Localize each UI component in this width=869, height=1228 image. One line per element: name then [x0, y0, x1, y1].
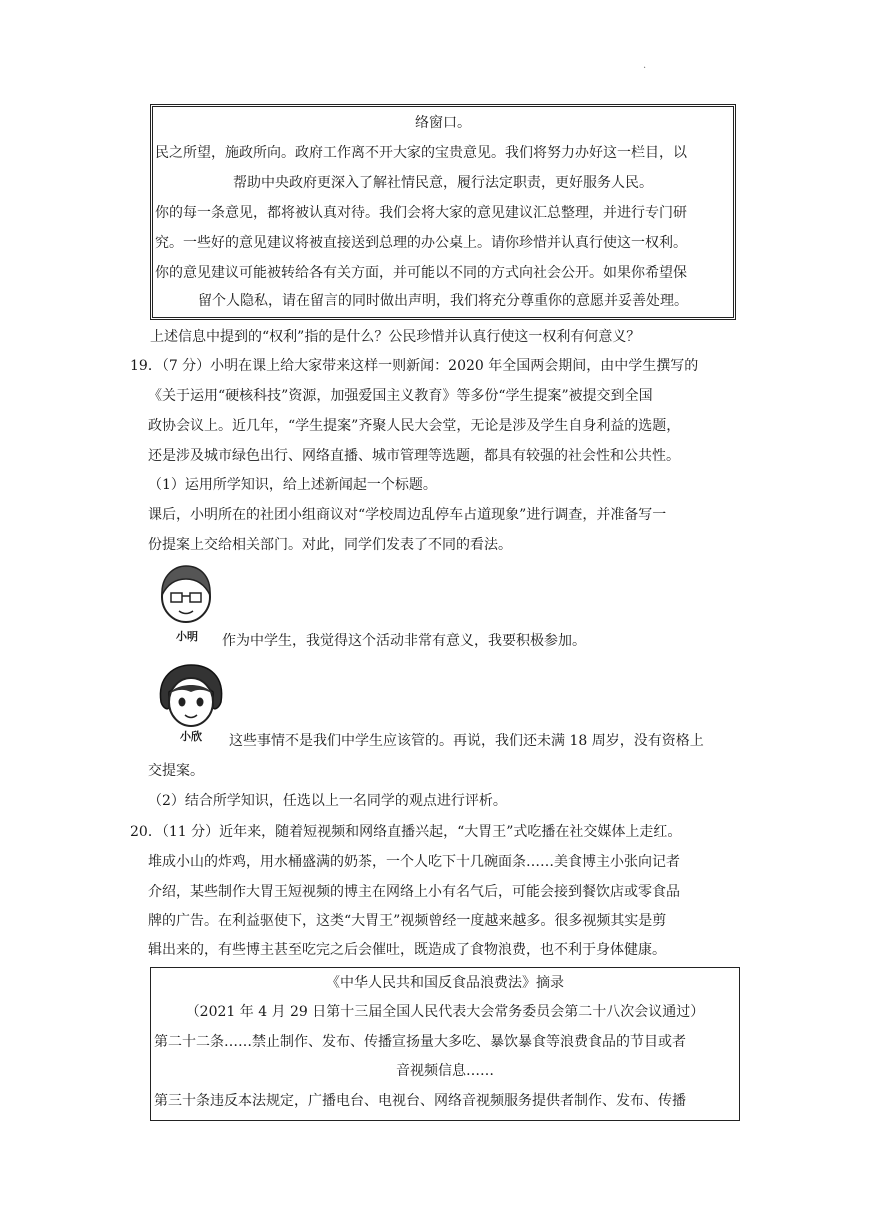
notice-line: 究。一些好的意见建议将被直接送到总理的办公桌上。请你珍惜并认真行使这一权利。 [155, 235, 687, 251]
q20-line: 辑出来的，有些博主甚至吃完之后会催吐，既造成了食物浪费，也不利于身体健康。 [148, 942, 666, 958]
notice-line: 民之所望，施政所向。政府工作离不开大家的宝贵意见。我们将努力办好这一栏目，以 [155, 145, 687, 161]
q19-line: 19．（7 分）小明在课上给大家带来这样一则新闻：2020 年全国两会期间，由中学生撰写的 [130, 358, 699, 374]
page-mark: . [643, 60, 647, 71]
q19-line: 政协会议上。近几年，“学生提案”齐聚人民大会堂，无论是涉及学生自身利益的选题， [148, 418, 681, 434]
notice-line: 络窗口。 [415, 115, 471, 131]
law-article: 第二十二条……禁止制作、发布、传播宣扬量大多吃、暴饮暴食等浪费食品的节目或者 [154, 1034, 686, 1050]
xiaoming-caption: 小明 [176, 630, 198, 643]
law-article: 音视频信息…… [396, 1063, 494, 1079]
xiaoming-speech: 作为中学生，我觉得这个活动非常有意义，我要积极参加。 [222, 633, 586, 649]
law-article: 第三十条违反本法规定，广播电台、电视台、网络音视频服务提供者制作、发布、传播 [154, 1093, 686, 1109]
notice-line: 你的意见建议可能被转给各有关方面，并可能以不同的方式向社会公开。如果你希望保 [155, 265, 687, 281]
q19-line: 《关于运用“硬核科技”资源，加强爱国主义教育》等多份“学生提案”被提交到全国 [148, 388, 653, 404]
xiaoxin-speech: 交提案。 [148, 763, 204, 779]
q20-line: 堆成小山的炸鸡，用水桶盛满的奶茶，一个人吃下十几碗面条……美食博主小张向记者 [148, 854, 680, 870]
xiaoxin-caption: 小欣 [180, 730, 202, 743]
q19-part2: （2）结合所学知识，任选以上一名同学的观点进行评析。 [148, 793, 507, 809]
notice-line: 帮助中央政府更深入了解社情民意，履行法定职责，更好服务人民。 [233, 175, 653, 191]
q20-line: 牌的广告。在利益驱使下，这类“大胃王”视频曾经一度越来越多。很多视频其实是剪 [148, 913, 667, 929]
q20-line: 介绍，某些制作大胃王短视频的博主在网络上小有名气后，可能会接到餐饮店或零食品 [148, 884, 680, 900]
q19-part1: （1）运用所学知识，给上述新闻起一个标题。 [148, 477, 437, 493]
notice-line: 留个人隐私，请在留言的同时做出声明，我们将充分尊重你的意愿并妥善处理。 [198, 293, 688, 309]
q18-question: 上述信息中提到的“权利”指的是什么？公民珍惜并认真行使这一权利有何意义？ [150, 329, 641, 345]
xiaoxin-avatar-icon [155, 662, 227, 730]
law-title: 《中华人民共和国反食品浪费法》摘录 [326, 975, 564, 991]
xiaoming-avatar-icon [153, 561, 219, 627]
notice-line: 你的每一条意见，都将被认真对待。我们会将大家的意见建议汇总整理，并进行专门研 [155, 205, 687, 221]
q19-line: 还是涉及城市绿色出行、网络直播、城市管理等选题，都具有较强的社会性和公共性。 [148, 448, 680, 464]
law-subtitle: （2021 年 4 月 29 日第十三届全国人民代表大会常务委员会第二十八次会议通过） [185, 1004, 705, 1020]
q19-line: 课后，小明所在的社团小组商议对“学校周边乱停车占道现象”进行调查，并准备写一 [148, 507, 667, 523]
q19-line: 份提案上交给相关部门。对此，同学们发表了不同的看法。 [148, 537, 512, 553]
xiaoxin-speech: 这些事情不是我们中学生应该管的。再说，我们还未满 18 周岁，没有资格上 [229, 733, 704, 749]
q20-line: 20．（11 分）近年来，随着短视频和网络直播兴起，“大胃王”式吃播在社交媒体上走红。 [130, 824, 682, 840]
